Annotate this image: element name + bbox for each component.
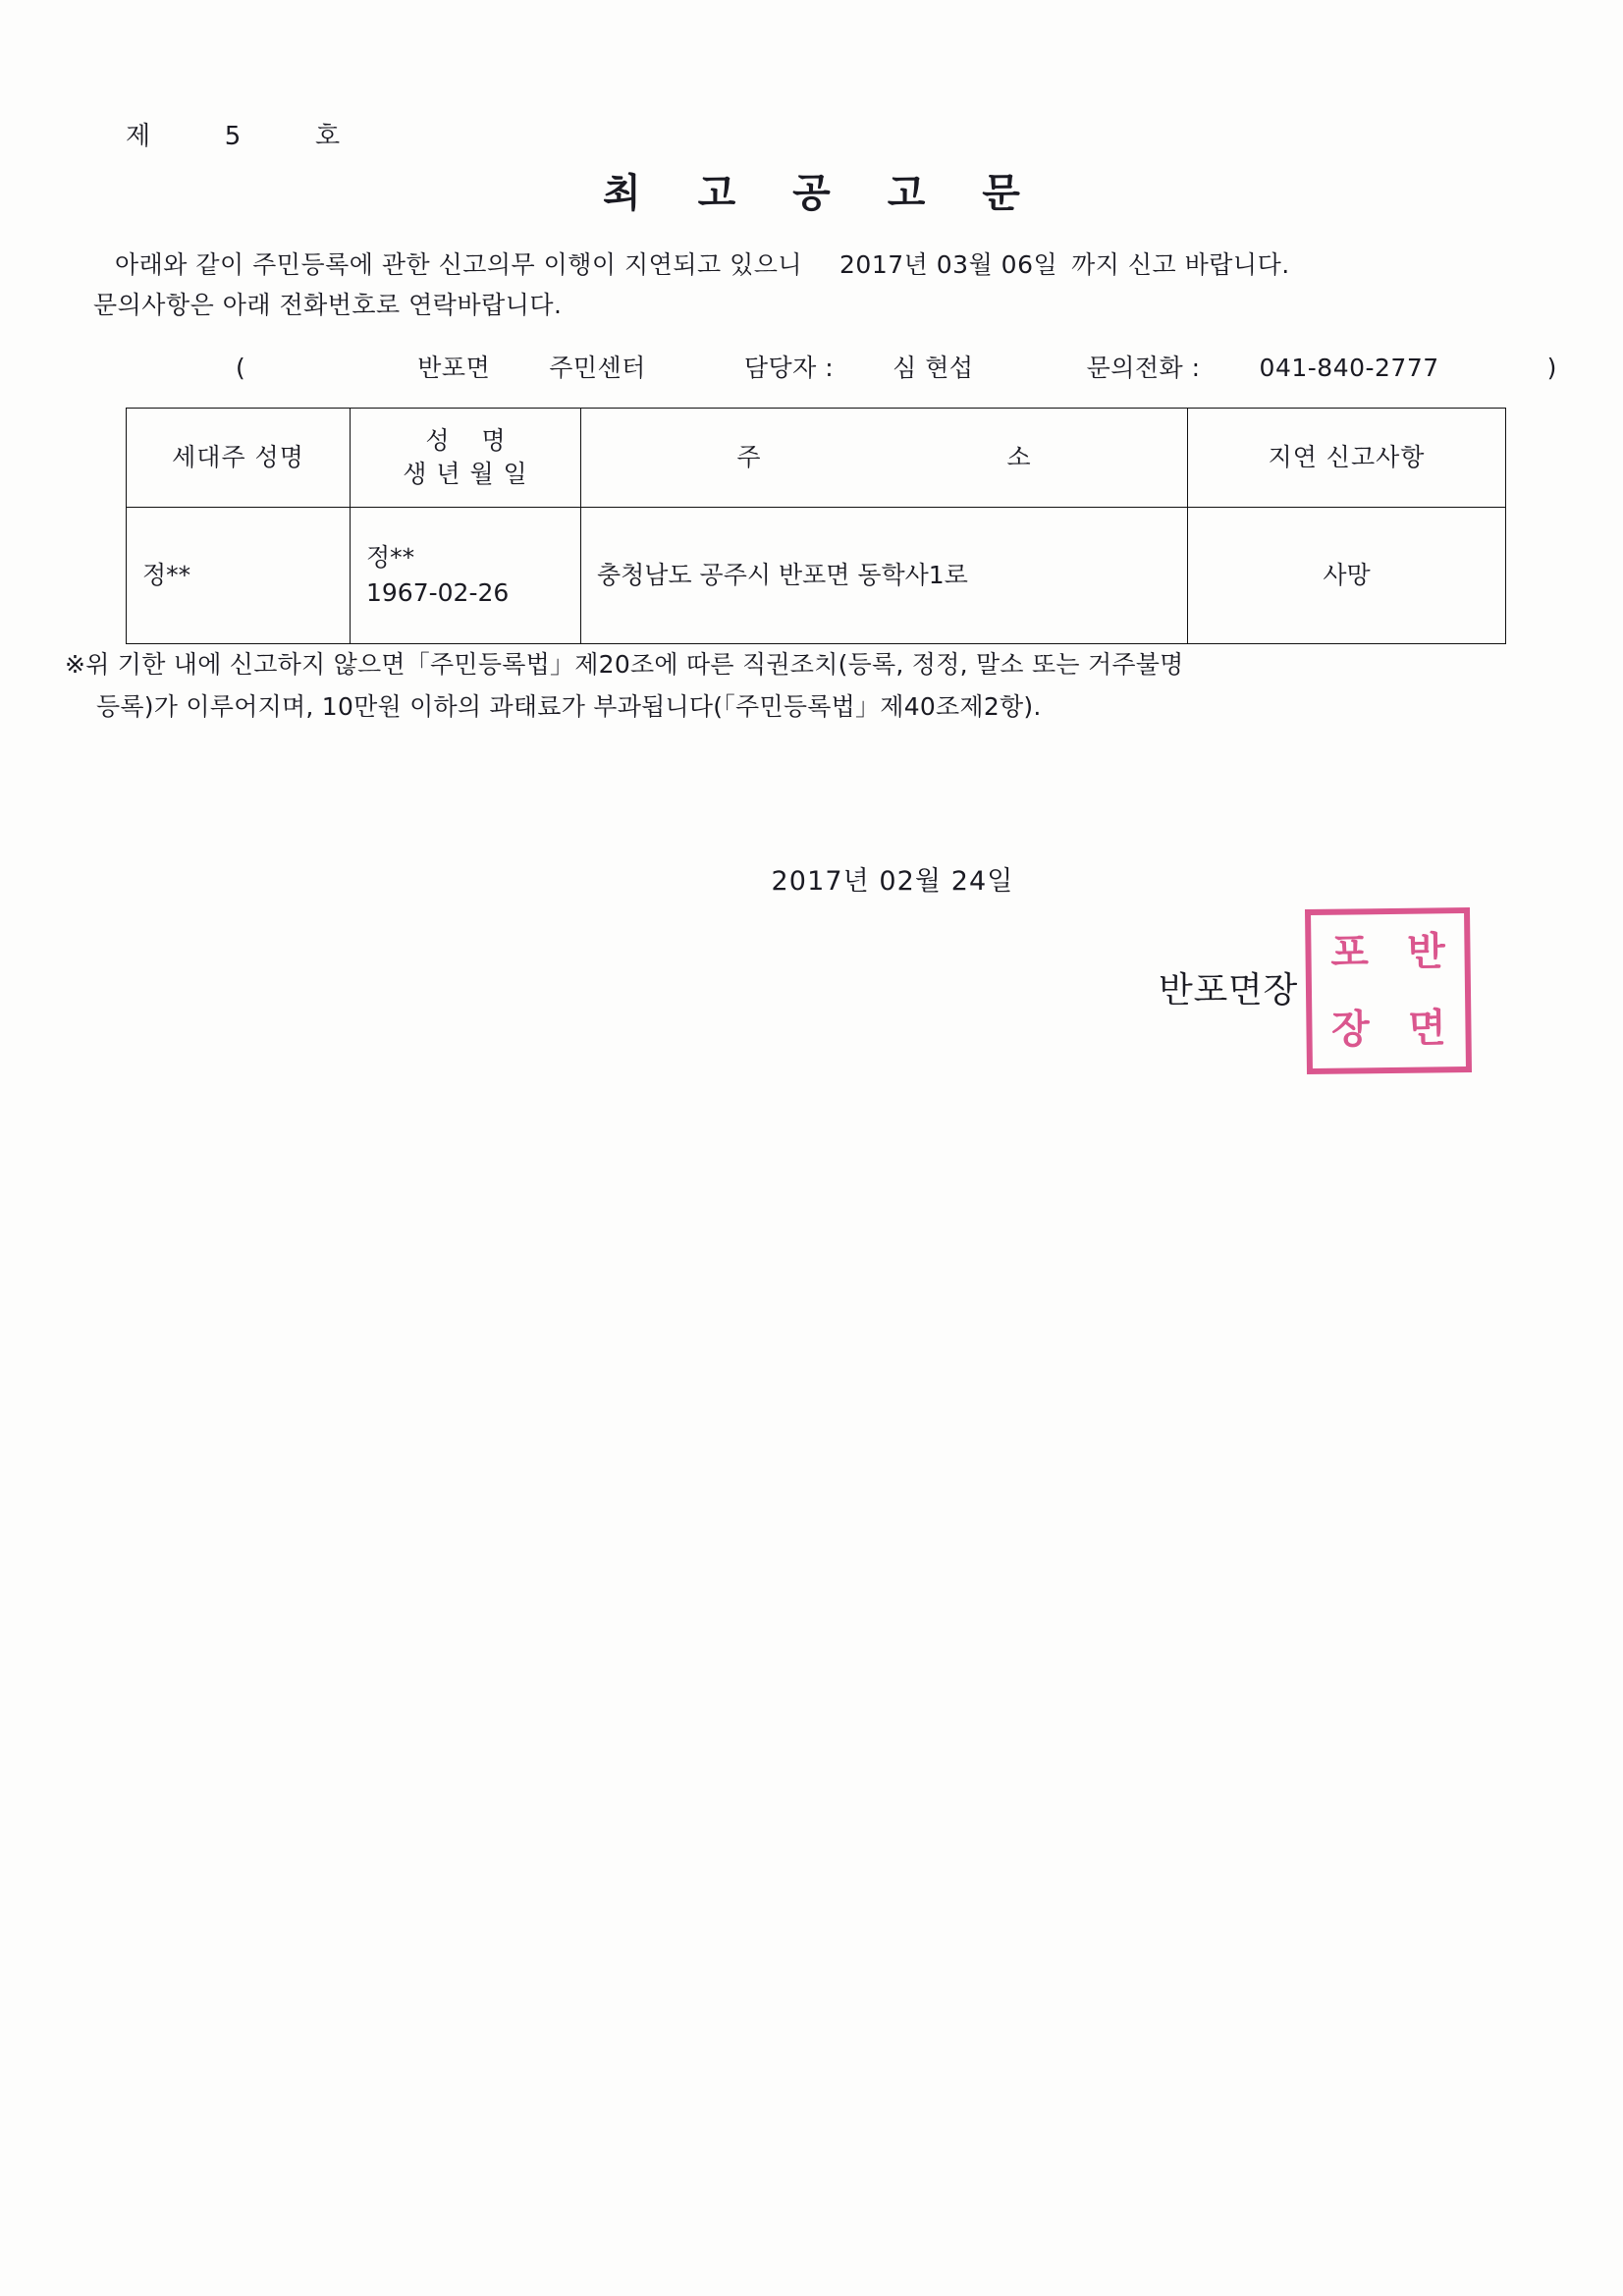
- cell-delay-note: 사망: [1188, 508, 1506, 644]
- phone-label: 문의전화 :: [1086, 354, 1201, 382]
- legal-notice-line2: 등록)가 이루어지며, 10만원 이하의 과태료가 부과됩니다(「주민등록법」제40조제2항).: [96, 692, 1042, 721]
- phone-number: 041-840-2777: [1259, 354, 1439, 382]
- seal-char-1: 반: [1406, 928, 1446, 975]
- intro-paragraph: [93, 246, 1527, 325]
- cell-person-name: 정**: [366, 542, 415, 572]
- column-header-name-birth: [351, 409, 581, 508]
- manager-label: 담당자 :: [743, 354, 835, 382]
- issue-date: 2017년 02월 24일: [771, 866, 1014, 897]
- notice-table: [126, 408, 1506, 644]
- intro-text-part1: 아래와 같이 주민등록에 관한 신고의무 이행이 지연되고 있으니: [115, 250, 803, 279]
- paren-open: (: [236, 354, 246, 382]
- page-title: 최 고 공 고 문: [603, 171, 1042, 216]
- paren-close: ): [1546, 354, 1557, 382]
- table-header-row: [127, 409, 1506, 508]
- seal-char-3: 면: [1407, 1005, 1447, 1052]
- column-header-address-right: 소: [1006, 443, 1032, 472]
- column-header-address-left: 주: [736, 443, 762, 472]
- intro-text-part2: 까지 신고 바랍니다.: [1071, 250, 1290, 279]
- seal-char-4: 장: [1330, 1006, 1371, 1053]
- legal-notice-line1: ※위 기한 내에 신고하지 않으면「주민등록법」제20조에 따른 직권조치(등록, 정정, 말소 또는 거주불명: [65, 650, 1184, 679]
- contact-line: [236, 349, 1557, 384]
- manager-name: 심 현섭: [893, 354, 974, 382]
- legal-notice: [65, 643, 1557, 728]
- seal-char-2: 포: [1329, 929, 1370, 976]
- table-row: [127, 508, 1506, 644]
- column-header-birth: 생 년 월 일: [403, 460, 528, 488]
- center-name: 주민센터: [549, 354, 646, 382]
- signatory-title: 반포면장: [1159, 970, 1298, 1011]
- cell-householder-name: 정**: [127, 508, 351, 644]
- column-header-name: 성 명: [425, 426, 518, 456]
- deadline-date: 2017년 03월 06일: [839, 250, 1058, 279]
- intro-text-line2: 문의사항은 아래 전화번호로 연락바랍니다.: [93, 290, 563, 319]
- column-header-delay-note: 지연 신고사항: [1188, 409, 1506, 508]
- office-name: 반포면: [417, 354, 491, 382]
- cell-name-birth: [351, 508, 581, 644]
- cell-address: 충청남도 공주시 반포면 동학사1로: [581, 508, 1188, 644]
- document-number: 제 5 호: [126, 122, 346, 151]
- official-seal-icon: [1305, 907, 1472, 1074]
- column-header-householder-name: 세대주 성명: [127, 409, 351, 508]
- column-header-address: [581, 409, 1188, 508]
- cell-birth-date: 1967-02-26: [366, 578, 510, 607]
